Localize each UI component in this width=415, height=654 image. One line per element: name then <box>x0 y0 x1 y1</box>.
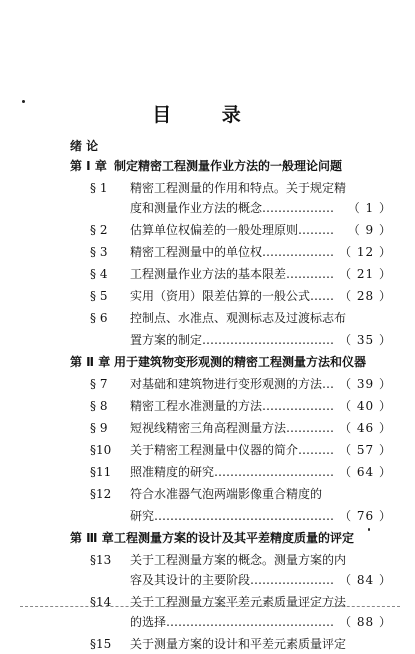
toc-entry-cont <box>70 612 392 632</box>
toc-entry-section <box>70 418 392 438</box>
toc-entry-cont <box>70 506 392 526</box>
toc-entry-section <box>70 264 392 284</box>
section-number: §12 <box>90 487 112 501</box>
entry-text: 关于测量方案的设计和平差元素质量评定 <box>130 637 347 651</box>
page-title: 目 录 <box>152 104 263 126</box>
chapter-title: 工程测量方案的设计及其平差精度质量的评定 <box>114 531 355 545</box>
section-number: §15 <box>90 637 112 651</box>
chapter-title: 用于建筑物变形观测的精密工程测量方法和仪器 <box>114 355 367 369</box>
toc-entry-chapter <box>70 156 392 176</box>
entry-text: 精密工程水准测量的方法……………… <box>130 399 335 413</box>
entry-text: 估算单位权偏差的一般处理原则……… <box>130 223 335 237</box>
toc-entry-section <box>70 374 392 394</box>
page-number: （ 40 ） <box>339 399 392 413</box>
section-number: §11 <box>90 465 112 479</box>
section-number: § 6 <box>90 311 108 325</box>
entry-text: 工程测量作业方法的基本限差………… <box>130 267 335 281</box>
section-number: § 8 <box>90 399 108 413</box>
page-number: （ 88 ） <box>339 615 392 629</box>
section-number: § 3 <box>90 245 108 259</box>
chapter-label: 第 Ⅰ 章 <box>70 159 107 173</box>
toc-entry-section <box>70 286 392 306</box>
section-number: §10 <box>90 443 112 457</box>
page-number: （ 57 ） <box>339 443 392 457</box>
toc-entry-section <box>70 484 392 504</box>
toc-entry-chapter <box>70 528 392 548</box>
entry-text: 研究……………………………………… <box>130 509 335 523</box>
toc-entry-section <box>70 592 392 612</box>
entry-text: 度和测量作业方法的概念……………… <box>130 201 335 215</box>
chapter-label: 第 Ⅱ 章 <box>70 355 111 369</box>
page-number: （ 64 ） <box>339 465 392 479</box>
section-number: § 2 <box>90 223 108 237</box>
page-number: （ 76 ） <box>339 509 392 523</box>
toc-entry-section <box>70 220 392 240</box>
section-number: § 4 <box>90 267 108 281</box>
section-number: § 5 <box>90 289 108 303</box>
entry-text: 符合水准器气泡两端影像重合精度的 <box>130 487 323 501</box>
section-number: §13 <box>90 553 112 567</box>
toc-entry-chapter <box>70 352 392 372</box>
page-number: （ 9 ） <box>347 223 392 237</box>
section-number: § 7 <box>90 377 108 391</box>
toc-entry-section <box>70 178 392 198</box>
toc-entry-heading <box>70 136 392 156</box>
section-number: § 9 <box>90 421 108 435</box>
toc-entry-section <box>70 462 392 482</box>
toc-entry-cont <box>70 570 392 590</box>
entry-text: 关于精密工程测量中仪器的简介……… <box>130 443 335 457</box>
entry-text: 实用（资用）限差估算的一般公式…… <box>130 289 335 303</box>
toc-entry-cont <box>70 330 392 350</box>
entry-text: 容及其设计的主要阶段………………… <box>130 573 335 587</box>
page-number: （ 35 ） <box>339 333 392 347</box>
entry-text: 精密工程测量的作用和特点。关于规定精 <box>130 181 347 195</box>
section-number: §14 <box>90 595 112 609</box>
entry-text: 短视线精密三角高程测量方法………… <box>130 421 335 435</box>
chapter-title: 制定精密工程测量作业方法的一般理论问题 <box>114 159 343 173</box>
entry-text: 关于工程测量方案的概念。测量方案的内 <box>130 553 347 567</box>
page-number: （ 28 ） <box>339 289 392 303</box>
page-number: （ 84 ） <box>339 573 392 587</box>
toc-entry-section <box>70 242 392 262</box>
toc-entry-section <box>70 440 392 460</box>
page-number: （ 46 ） <box>339 421 392 435</box>
section-number: § 1 <box>90 181 108 195</box>
chapter-label: 第 Ⅲ 章 <box>70 531 114 545</box>
toc-entry-cont <box>70 198 392 218</box>
page-number: （ 39 ） <box>339 377 392 391</box>
entry-text: 控制点、水准点、观测标志及过渡标志布 <box>130 311 347 325</box>
entry-text: 照准精度的研究………………………… <box>130 465 335 479</box>
entry-text: 置方案的制定…………………………… <box>130 333 335 347</box>
page-number: （ 1 ） <box>347 201 392 215</box>
entry-text: 对基础和建筑物进行变形观测的方法… <box>130 377 335 391</box>
entry-text: 的选择…………………………………… <box>130 615 335 629</box>
entry-text: 关于工程测量方案平差元素质量评定方法 <box>130 595 347 609</box>
toc-entry-section <box>70 550 392 570</box>
entry-text: 精密工程测量中的单位权……………… <box>130 245 335 259</box>
bottom-scan-edge <box>20 606 400 608</box>
page-number: （ 12 ） <box>339 245 392 259</box>
toc-entry-section <box>70 396 392 416</box>
chapter-label: 绪 论 <box>70 139 99 153</box>
page-number: （ 21 ） <box>339 267 392 281</box>
toc-entry-section <box>70 634 392 654</box>
toc-entry-section <box>70 308 392 328</box>
